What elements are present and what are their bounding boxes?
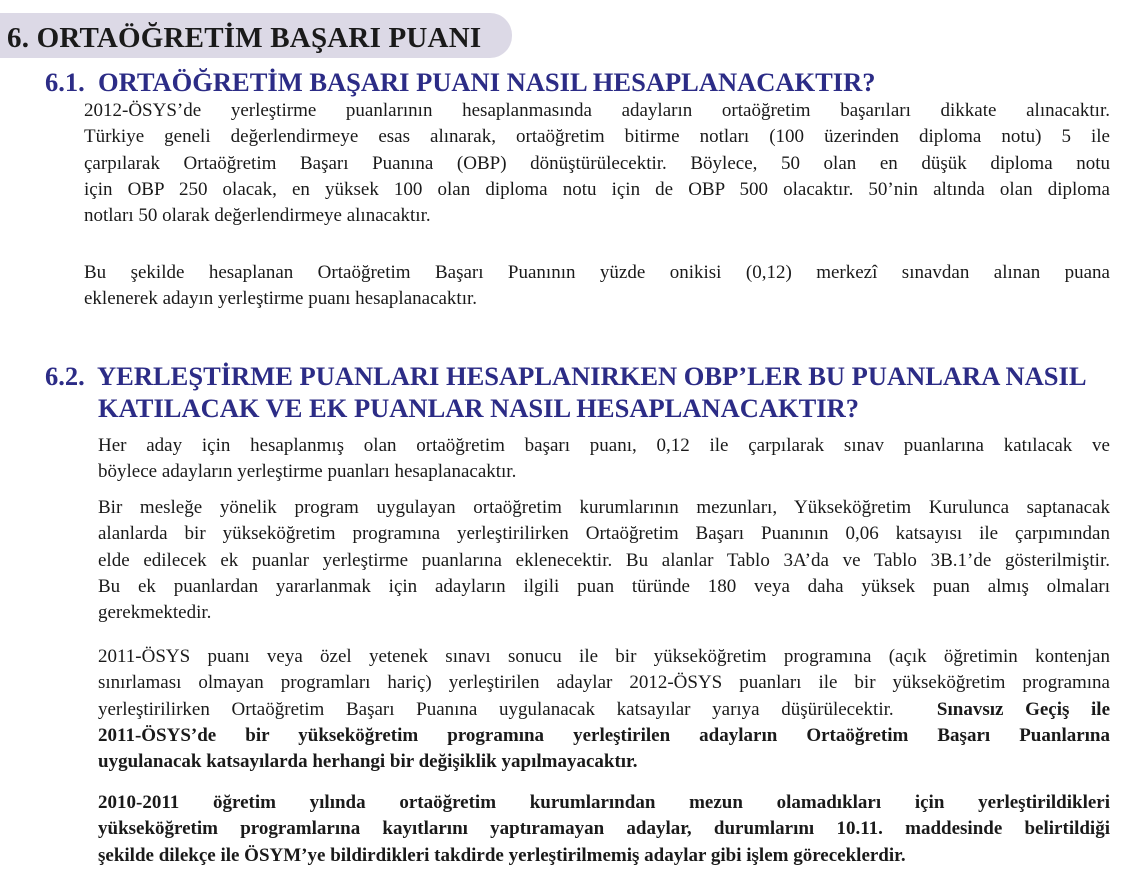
paragraph-line: elde edilecek ek puanlar yerleştirme puanlarına eklenecektir. Bu alanlar Tablo 3A’da ve Tablo 3B.1’de gösterilmiştir.	[98, 549, 1110, 571]
paragraph-line: alanlarda bir yükseköğretim programına yerleştirilirken Ortaöğretim Başarı Puanının 0,06 katsayısı ile çarpımından	[98, 523, 1110, 545]
paragraph-line	[98, 697, 1110, 723]
paragraph-bold-line: 2011-ÖSYS’de bir yükseköğretim programına yerleştirilen adayların Ortaöğretim Başarı Puanlarına	[98, 724, 1110, 746]
paragraph-bold-text: Sınavsız Geçiş ile	[936, 698, 1111, 720]
subsection-heading-6-1	[45, 67, 876, 97]
paragraph-2011-osys-coefficients	[98, 644, 1110, 775]
paragraph-obp-percentage	[84, 260, 1110, 313]
paragraph-line: Türkiye geneli değerlendirmeye esas alınarak, ortaöğretim bitirme notları (100 üzerinden diploma notu) 5 ile	[84, 126, 1110, 148]
paragraph-line: yükseköğretim programlarına kayıtlarını yaptıramayan adaylar, durumlarını 10.11. maddesinde belirtildiği	[98, 818, 1110, 840]
subsection-number: 6.2.	[45, 361, 85, 391]
paragraph-vocational-bonus	[98, 495, 1110, 626]
paragraph-line: 2010-2011 öğretim yılında ortaöğretim kurumlarından mezun olamadıkları için yerleştirildikleri	[98, 792, 1110, 813]
paragraph-line: böylece adayların yerleştirme puanları hesaplanacaktır.	[98, 461, 517, 483]
paragraph-obp-calculation	[84, 98, 1110, 229]
paragraph-line: Bu ek puanlardan yararlanmak için adayların ilgili puan türünde 180 veya daha yüksek puan almış olmaları	[98, 575, 1110, 597]
subsection-number: 6.1.	[45, 67, 85, 97]
paragraph-line: Her aday için hesaplanmış olan ortaöğretim başarı puanı, 0,12 ile çarpılarak sınav puanlarına katılacak ve	[98, 435, 1110, 456]
paragraph-bold-line: uygulanacak katsayılarda herhangi bir değişiklik yapılmayacaktır.	[98, 751, 638, 773]
paragraph-text: yerleştirilirken Ortaöğretim Başarı Puanına uygulanacak katsayılar yarıya düşürülecektir.	[98, 698, 894, 720]
paragraph-line: için OBP 250 olacak, en yüksek 100 olan diploma notu için de OBP 500 olacaktır. 50’nin altında olan diploma	[84, 178, 1110, 200]
paragraph-line: eklenerek adayın yerleştirme puanı hesaplanacaktır.	[84, 288, 478, 310]
paragraph-line: 2011-ÖSYS puanı veya özel yetenek sınavı sonucu ile bir yükseköğretim programına (açık öğretimin kontenjan	[98, 646, 1110, 667]
paragraph-unregistered-graduates	[98, 790, 1110, 869]
paragraph-line: çarpılarak Ortaöğretim Başarı Puanına (OBP) dönüştürülecektir. Böylece, 50 olan en düşük diploma notu	[84, 152, 1110, 174]
subsection-heading-6-2	[45, 361, 1087, 391]
paragraph-line: sınırlaması olmayan programları hariç) yerleştirilen adaylar 2012-ÖSYS puanları ile bir yükseköğretim programına	[98, 672, 1110, 694]
paragraph-line: Bir mesleğe yönelik program uygulayan ortaöğretim kurumlarının mezunları, Yükseköğretim Kurulunca saptanacak	[98, 497, 1110, 518]
paragraph-line: gerekmektedir.	[98, 602, 212, 624]
subsection-title: ORTAÖĞRETİM BAŞARI PUANI NASIL HESAPLANACAKTIR?	[98, 67, 876, 97]
section-title: 6. ORTAÖĞRETİM BAŞARI PUANI	[7, 22, 482, 54]
paragraph-line: Bu şekilde hesaplanan Ortaöğretim Başarı Puanının yüzde onikisi (0,12) merkezî sınavdan alınan puana	[84, 262, 1110, 283]
paragraph-line: şekilde dilekçe ile ÖSYM’ye bildirdikleri takdirde yerleştirilmemiş adaylar gibi işlem göreceklerdir.	[98, 844, 906, 866]
paragraph-obp-multiplier	[98, 433, 1110, 486]
paragraph-line: 2012-ÖSYS’de yerleştirme puanlarının hesaplanmasında adayların ortaöğretim başarıları dikkate alınacaktır.	[84, 100, 1110, 121]
subsection-title-line-2: KATILACAK VE EK PUANLAR NASIL HESAPLANACAKTIR?	[98, 393, 860, 423]
paragraph-line: notları 50 olarak değerlendirmeye alınacaktır.	[84, 205, 431, 227]
subsection-title-line-1: YERLEŞTİRME PUANLARI HESAPLANIRKEN OBP’LER BU PUANLARA NASIL	[97, 361, 1087, 391]
